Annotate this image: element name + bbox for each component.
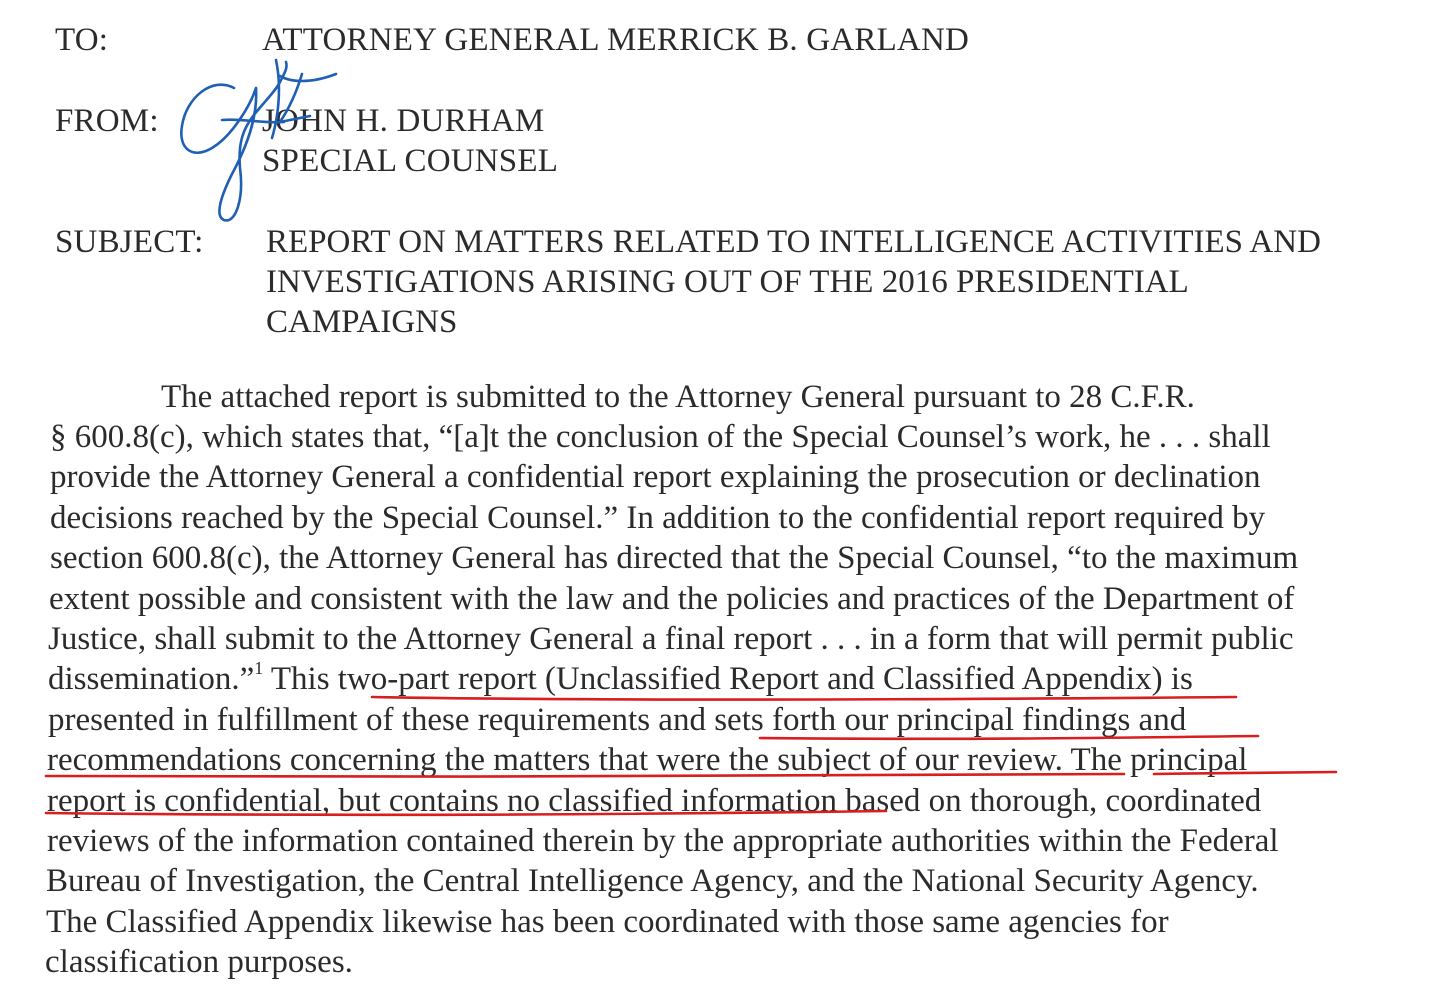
body-line: extent possible and consistent with the law and the policies and practices of the Department of (49, 581, 1295, 617)
body-line: decisions reached by the Special Counsel.” In addition to the confidential report required by (50, 500, 1266, 536)
subject-line: INVESTIGATIONS ARISING OUT OF THE 2016 PRESIDENTIAL (266, 264, 1189, 300)
body-line: The Classified Appendix likewise has been coordinated with those same agencies for (46, 904, 1169, 940)
footnote-marker: 1 (254, 658, 264, 678)
body-line: classification purposes. (45, 944, 353, 980)
to-label: TO: (55, 22, 109, 58)
body-text: dissemination.” (48, 661, 255, 697)
body-line: presented in fulfillment of these requirements and sets forth our principal findings and (48, 702, 1187, 738)
subject-line: CAMPAIGNS (266, 304, 458, 340)
from-label: FROM: (55, 103, 159, 139)
subject-label: SUBJECT: (55, 224, 204, 260)
body-line (48, 659, 1193, 699)
body-line: section 600.8(c), the Attorney General has directed that the Special Counsel, “to the maximum (50, 540, 1299, 576)
body-line: § 600.8(c), which states that, “[a]t the conclusion of the Special Counsel’s work, he . . . shall (50, 419, 1271, 455)
from-title: SPECIAL COUNSEL (262, 143, 559, 179)
to-value: ATTORNEY GENERAL MERRICK B. GARLAND (262, 22, 970, 58)
subject-text (266, 222, 1436, 342)
from-name: JOHN H. DURHAM (262, 103, 545, 139)
body-line: report is confidential, but contains no classified information based on thorough, coordinated (47, 783, 1262, 819)
body-line: Bureau of Investigation, the Central Intelligence Agency, and the National Security Agency. (46, 863, 1259, 899)
body-line: The attached report is submitted to the Attorney General pursuant to 28 C.F.R. (161, 379, 1195, 415)
body-line: provide the Attorney General a confidential report explaining the prosecution or declination (50, 459, 1261, 495)
subject-line: REPORT ON MATTERS RELATED TO INTELLIGENCE ACTIVITIES AND (266, 224, 1321, 260)
body-line: reviews of the information contained therein by the appropriate authorities within the Federal (47, 823, 1279, 859)
body-line: recommendations concerning the matters that were the subject of our review. The principal (47, 742, 1248, 778)
body-text: This two-part report (Unclassified Report and Classified Appendix) is (263, 661, 1193, 697)
body-line: Justice, shall submit to the Attorney General a final report . . . in a form that will permit public (48, 621, 1294, 657)
